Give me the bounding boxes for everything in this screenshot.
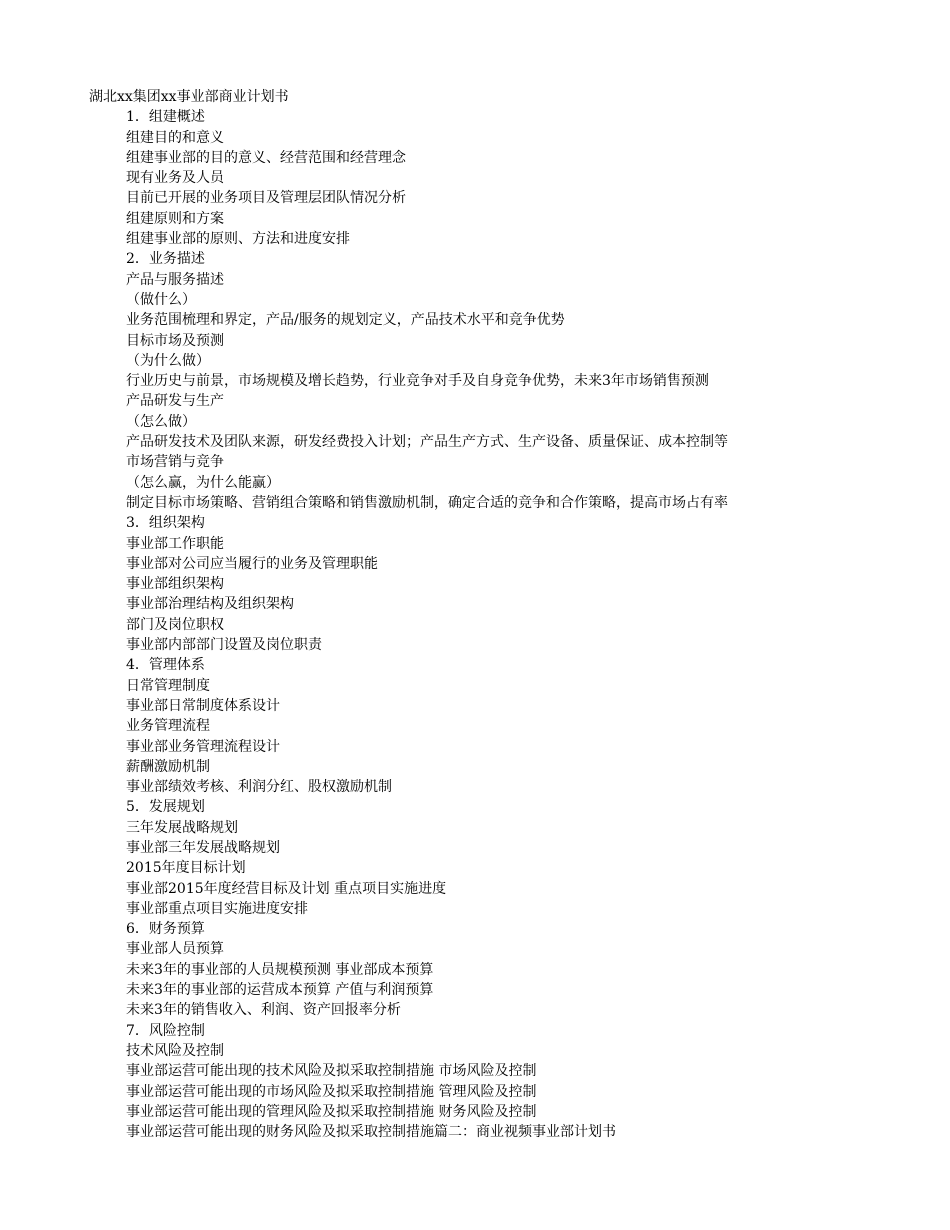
document-line: 4．管理体系 — [126, 657, 205, 674]
document-line: （为什么做） — [126, 352, 210, 369]
document-line: 制定目标市场策略、营销组合策略和销售激励机制，确定合适的竞争和合作策略，提高市场占有率 — [126, 494, 728, 511]
document-line: 事业部运营可能出现的市场风险及拟采取控制措施 管理风险及控制 — [126, 1083, 537, 1100]
document-line: （怎么做） — [126, 413, 196, 430]
document-line: 三年发展战略规划 — [126, 819, 238, 836]
document-line: （怎么赢，为什么能赢） — [126, 474, 280, 491]
document-line: 事业部运营可能出现的管理风险及拟采取控制措施 财务风险及控制 — [126, 1103, 537, 1120]
document-line: 2．业务描述 — [126, 251, 205, 268]
document-line: （做什么） — [126, 291, 196, 308]
document-line: 目标市场及预测 — [126, 332, 224, 349]
document-line: 事业部业务管理流程设计 — [126, 738, 280, 755]
document-line: 薪酬激励机制 — [126, 758, 210, 775]
document-line: 行业历史与前景，市场规模及增长趋势，行业竞争对手及自身竞争优势，未来3年市场销售预测 — [126, 373, 709, 390]
document-line: 事业部组织架构 — [126, 576, 224, 593]
document-line: 组建事业部的目的意义、经营范围和经营理念 — [126, 149, 406, 166]
document-line: 事业部2015年度经营目标及计划 重点项目实施进度 — [126, 880, 447, 897]
document-line: 部门及岗位职权 — [126, 616, 224, 633]
document-line: 未来3年的销售收入、利润、资产回报率分析 — [126, 1002, 401, 1019]
document-line: 6．财务预算 — [126, 921, 205, 938]
document-line: 产品研发与生产 — [126, 393, 224, 410]
document-line: 未来3年的事业部的人员规模预测 事业部成本预算 — [126, 961, 434, 978]
document-line: 5．发展规划 — [126, 799, 205, 816]
document-line: 目前已开展的业务项目及管理层团队情况分析 — [126, 190, 406, 207]
document-line: 事业部治理结构及组织架构 — [126, 596, 294, 613]
document-line: 事业部绩效考核、利润分红、股权激励机制 — [126, 779, 392, 796]
document-line: 事业部日常制度体系设计 — [126, 697, 280, 714]
document-line: 事业部重点项目实施进度安排 — [126, 900, 308, 917]
document-line: 事业部三年发展战略规划 — [126, 839, 280, 856]
document-title: 湖北xx集团xx事业部商业计划书 — [89, 89, 289, 105]
document-line: 3．组织架构 — [126, 515, 205, 532]
document-line: 事业部工作职能 — [126, 535, 224, 552]
document-line: 事业部内部部门设置及岗位职责 — [126, 637, 322, 654]
document-line: 未来3年的事业部的运营成本预算 产值与利润预算 — [126, 982, 434, 999]
document-line: 技术风险及控制 — [126, 1042, 224, 1059]
document-line: 7．风险控制 — [126, 1022, 205, 1039]
document-line: 组建事业部的原则、方法和进度安排 — [126, 231, 350, 248]
document-line: 事业部运营可能出现的财务风险及拟采取控制措施篇二：商业视频事业部计划书 — [126, 1124, 616, 1141]
document-line: 产品与服务描述 — [126, 271, 224, 288]
document-line: 事业部人员预算 — [126, 941, 224, 958]
document-line: 产品研发技术及团队来源，研发经费投入计划；产品生产方式、生产设备、质量保证、成本控制等 — [126, 434, 728, 451]
document-line: 业务管理流程 — [126, 718, 210, 735]
document-line: 1．组建概述 — [126, 109, 205, 126]
document-line: 事业部运营可能出现的技术风险及拟采取控制措施 市场风险及控制 — [126, 1063, 537, 1080]
document-line: 市场营销与竞争 — [126, 454, 224, 471]
document-line: 2015年度目标计划 — [126, 860, 246, 877]
document-line: 事业部对公司应当履行的业务及管理职能 — [126, 555, 378, 572]
document-line: 现有业务及人员 — [126, 170, 224, 187]
document-lines — [0, 107, 950, 1142]
document-body — [0, 87, 950, 1142]
document-line: 日常管理制度 — [126, 677, 210, 694]
document-line: 业务范围梳理和界定，产品/服务的规划定义，产品技术水平和竞争优势 — [126, 312, 565, 329]
document-line: 组建原则和方案 — [126, 210, 224, 227]
document-line: 组建目的和意义 — [126, 129, 224, 146]
